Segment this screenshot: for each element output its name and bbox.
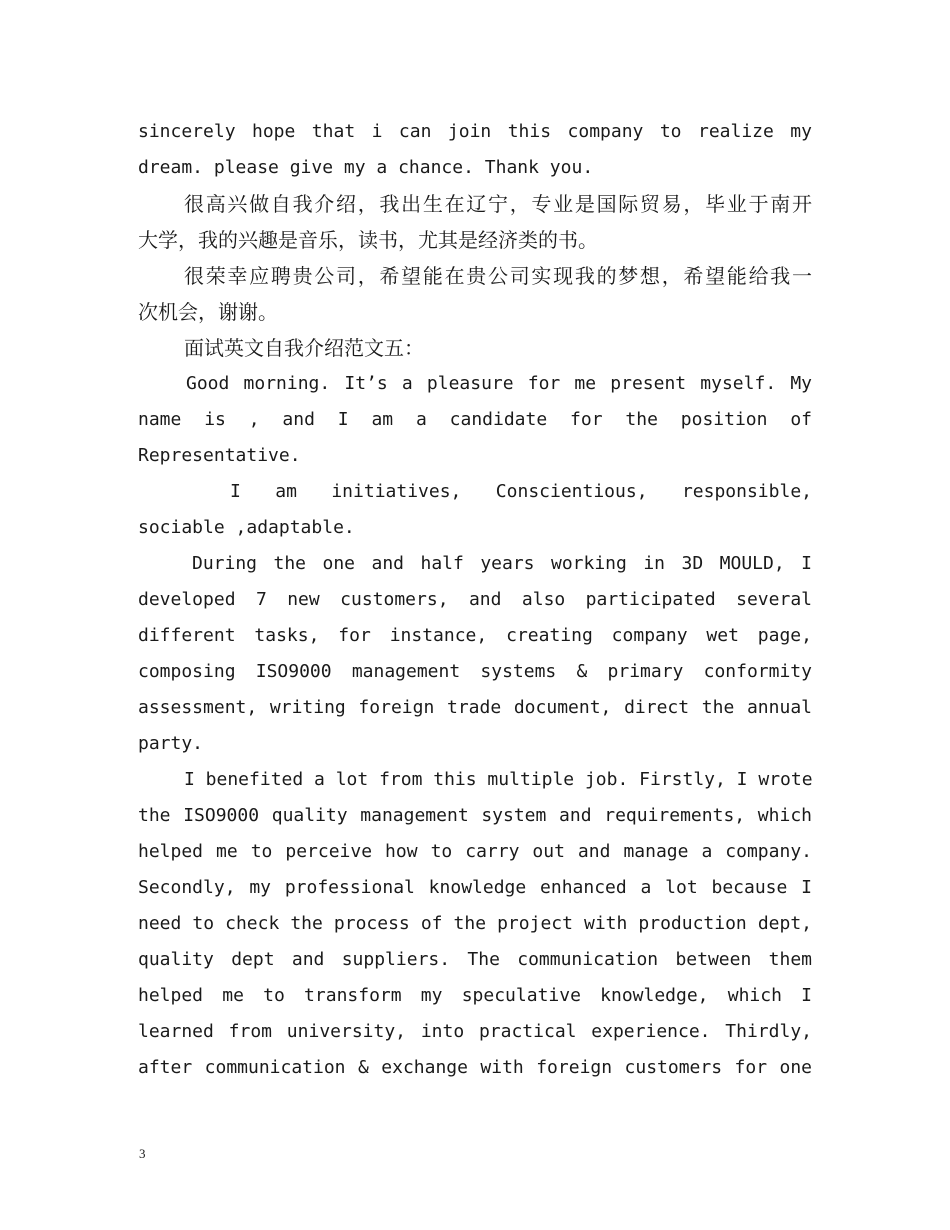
- text-line: I benefited a lot from this multiple job. Firstly, I wrote: [184, 769, 813, 790]
- text-line: after communication & exchange with foreign customers for one: [138, 1057, 812, 1078]
- page-number: 3: [139, 1146, 146, 1161]
- text-line: I am initiatives, Conscientious, responsible,: [230, 481, 812, 502]
- text-line: helped me to transform my speculative knowledge, which I: [138, 985, 812, 1006]
- text-line: sincerely hope that i can join this company to realize my: [138, 121, 812, 142]
- text-line: Representative.: [138, 445, 301, 466]
- text-line: party.: [138, 733, 204, 754]
- text-line: quality dept and suppliers. The communication between them: [138, 949, 812, 970]
- text-line: 次机会，谢谢。: [138, 300, 278, 324]
- text-line: composing ISO9000 management systems & primary conformity: [138, 661, 812, 682]
- text-line: the ISO9000 quality management system and requirements, which: [138, 805, 812, 826]
- body-text: [138, 114, 812, 1086]
- text-line: sociable ,adaptable.: [138, 517, 355, 538]
- text-line: helped me to perceive how to carry out and manage a company.: [138, 841, 812, 862]
- text-line: 很高兴做自我介绍，我出生在辽宁，专业是国际贸易，毕业于南开: [184, 192, 812, 216]
- section-heading: 面试英文自我介绍范文五：: [184, 336, 424, 360]
- text-line: different tasks, for instance, creating company wet page,: [138, 625, 812, 646]
- text-line: learned from university, into practical experience. Thirdly,: [138, 1021, 812, 1042]
- text-line: 大学，我的兴趣是音乐，读书，尤其是经济类的书。: [138, 228, 598, 252]
- text-line: During the one and half years working in 3D MOULD, I: [192, 553, 812, 574]
- text-line: developed 7 new customers, and also participated several: [138, 589, 812, 610]
- text-line: Secondly, my professional knowledge enhanced a lot because I: [138, 877, 812, 898]
- text-line: need to check the process of the project with production dept,: [138, 913, 812, 934]
- text-line: dream. please give my a chance. Thank you.: [138, 157, 594, 178]
- text-line: assessment, writing foreign trade document, direct the annual: [138, 697, 812, 718]
- text-line: 很荣幸应聘贵公司，希望能在贵公司实现我的梦想，希望能给我一: [184, 264, 812, 288]
- text-line: name is , and I am a candidate for the position of: [138, 409, 812, 430]
- text-line: Good morning. It’s a pleasure for me present myself. My: [186, 373, 812, 394]
